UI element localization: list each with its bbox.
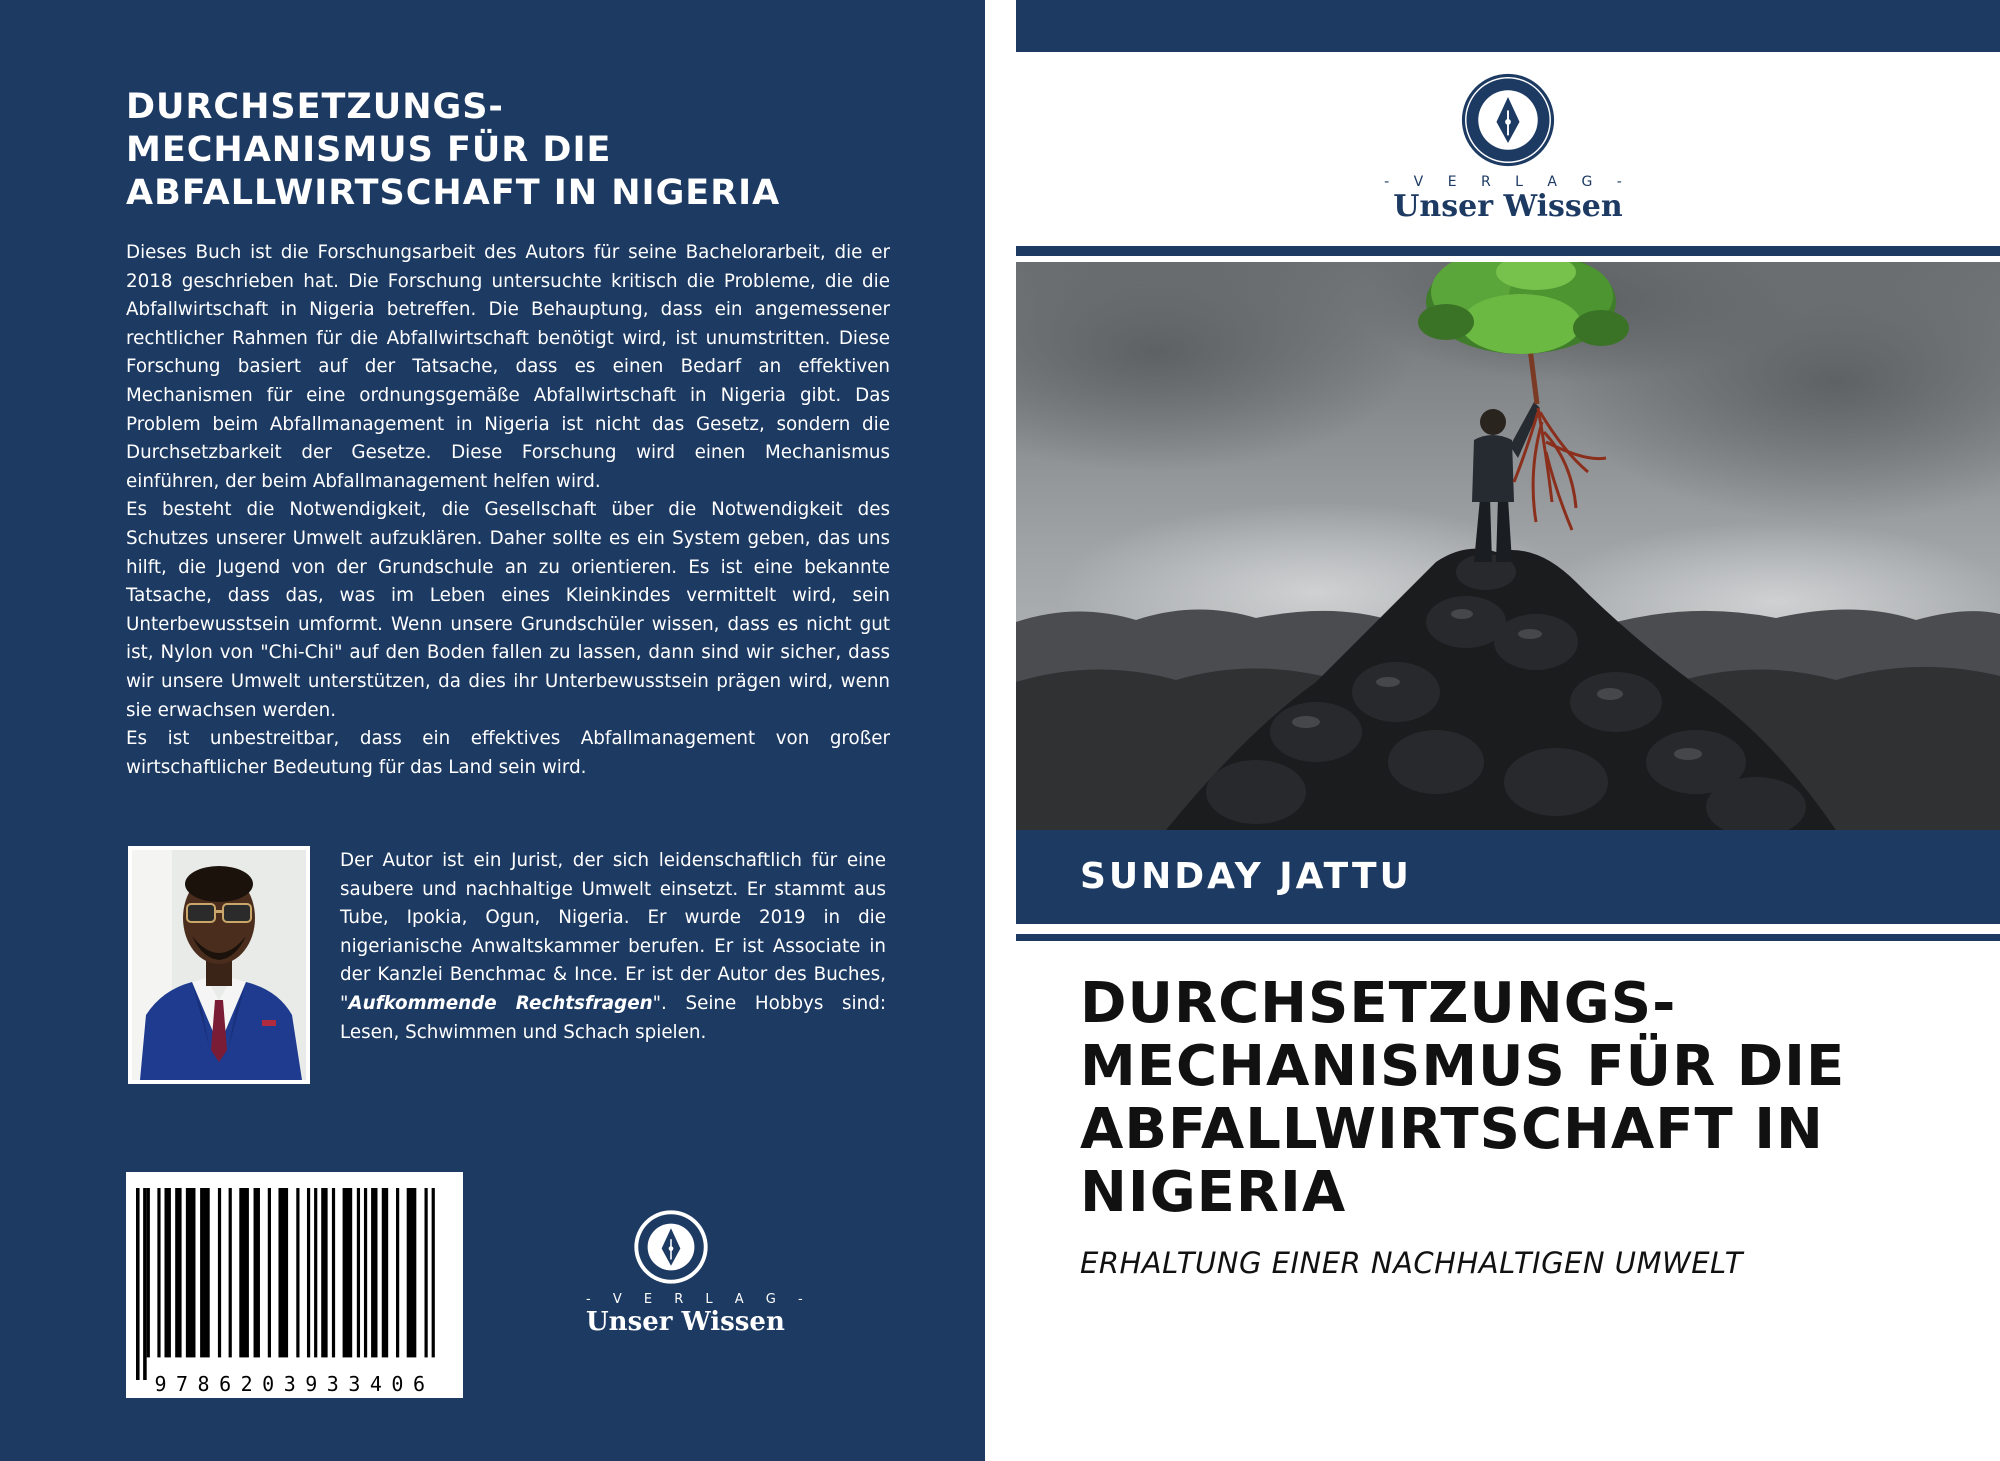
spine-gap	[985, 0, 1015, 1461]
description-paragraph: Dieses Buch ist die Forschungsarbeit des Autors für seine Bachelorarbeit, die er 2018 geschrieben hat. Die Forschung untersuchte kritisch die Probleme, die die Abfallwirtschaft in Nigeria betreffen. Die Behauptung, dass ein angemessener rechtlicher Rahmen für die Abfallwirtschaft benötigt wird, ist unumstritten. Diese Forschung basiert auf der Tatsache, dass es einen Bedarf an effektiven Mechanismen für eine ordnungsgemäße Abfallwirtschaft in Nigeria gibt. Das Problem beim Abfallmanagement in Nigeria ist nicht das Gesetz, sondern die Durchsetzbarkeit der Gesetze. Diese Forschung wird einen Mechanismus einführen, der beim Abfallmanagement helfen wird.	[126, 242, 890, 492]
barcode-bar	[296, 1188, 299, 1357]
barcode-guard-bar	[143, 1188, 147, 1380]
publisher-seal-icon	[632, 1208, 710, 1286]
description-paragraph: Es besteht die Notwendigkeit, die Gesellschaft über die Notwendigkeit des Schutzes unserer Umwelt aufzuklären. Daher sollte es ein System geben, das uns hilft, die Jugend von der Grundschule an zu orientieren. Es ist eine bekannte Tatsache, dass das, was im Leben eines Kleinkindes vermittelt wird, sein Unterbewusstsein umformt. Wenn unsere Grundschüler wissen, dass es nicht gut ist, Nylon von "Chi-Chi" auf den Boden fallen zu lassen, dann sind wir sicher, dass wir unsere Umwelt unterstützen, da dies ihr Unterbewusstsein prägen wird, wenn sie erwachsen werden.	[126, 499, 890, 721]
barcode-bar	[432, 1188, 435, 1357]
front-title-line: ABFALLWIRTSCHAFT IN	[1080, 1097, 1824, 1162]
barcode-bar	[321, 1188, 327, 1357]
barcode-bar	[396, 1188, 399, 1357]
barcode-bar	[407, 1188, 417, 1357]
publisher-seal-icon	[1460, 72, 1556, 168]
barcode-bar	[175, 1188, 181, 1357]
author-band	[1016, 830, 2000, 924]
book-description	[126, 239, 890, 782]
barcode-bar	[371, 1188, 377, 1357]
author-band-rule	[1016, 934, 2000, 941]
cover-illustration	[1016, 262, 2000, 830]
front-title-line: MECHANISMUS FÜR DIE	[1080, 1034, 1846, 1099]
author-bio-text: Der Autor ist ein Jurist, der sich leidenschaftlich für eine saubere und nachhaltige Umwelt einsetzt. Er stammt aus Tube, Ipokia, Ogun, Nigeria. Er wurde 2019 in die nigerianische Anwaltskammer berufen. Er ist Associate in der Kanzlei Benchmac & Ince. Er ist der Autor des Buches, "	[340, 850, 886, 1014]
barcode-bar	[218, 1188, 221, 1357]
isbn-digits: 9786203933406	[154, 1372, 435, 1396]
back-cover-title	[126, 86, 886, 215]
barcode-bar	[278, 1188, 288, 1357]
publisher-verlag-label: - V E R L A G -	[586, 1292, 812, 1307]
barcode-guard-bar	[136, 1188, 140, 1380]
back-title-line: ABFALLWIRTSCHAFT IN NIGERIA	[126, 173, 781, 213]
barcode-bar	[229, 1188, 232, 1357]
image-top-rule	[1016, 246, 2000, 256]
author-photo	[128, 846, 310, 1084]
barcode-bar	[343, 1188, 353, 1357]
barcode-bar	[382, 1188, 388, 1357]
description-paragraph: Es ist unbestreitbar, dass ein effektives Abfallmanagement von großer wirtschaftlicher Bedeutung für das Land sein wird.	[126, 728, 890, 778]
front-cover-title	[1080, 972, 1980, 1224]
front-cover	[1016, 0, 2000, 1461]
barcode-bar	[200, 1188, 210, 1357]
author-portrait-image	[132, 850, 306, 1080]
barcode-bar	[157, 1188, 160, 1357]
barcode-bar	[147, 1188, 150, 1357]
publisher-name: Unser Wissen	[1393, 189, 1623, 224]
front-cover-subtitle: ERHALTUNG EINER NACHHALTIGEN UMWELT	[1080, 1246, 1743, 1280]
author-bio	[340, 847, 886, 1047]
front-publisher-logo	[1366, 72, 1650, 224]
barcode-bar	[239, 1188, 249, 1357]
barcode-bar	[307, 1188, 310, 1357]
barcode-bar	[425, 1188, 428, 1357]
barcode-bar	[254, 1188, 260, 1357]
publisher-verlag-label: - V E R L A G -	[1384, 174, 1632, 190]
back-title-line: MECHANISMUS FÜR DIE	[126, 130, 612, 170]
barcode-bar	[332, 1188, 335, 1357]
barcode-bar	[186, 1188, 196, 1357]
front-title-line: NIGERIA	[1080, 1160, 1347, 1225]
publisher-name: Unser Wissen	[586, 1307, 785, 1337]
barcode-bar	[357, 1188, 360, 1357]
author-name: SUNDAY JATTU	[1080, 856, 1412, 897]
barcode-bar	[268, 1188, 271, 1357]
barcode-bar	[364, 1188, 367, 1357]
front-top-bar	[1016, 0, 2000, 52]
front-title-line: DURCHSETZUNGS-	[1080, 971, 1677, 1036]
barcode-bar	[314, 1188, 317, 1357]
back-publisher-logo	[586, 1208, 812, 1337]
barcode-bar	[164, 1188, 170, 1357]
man-on-garbage-pile-image	[1016, 262, 2000, 830]
back-title-line: DURCHSETZUNGS-	[126, 87, 504, 127]
isbn-barcode	[126, 1172, 463, 1398]
author-previous-book: Aufkommende Rechtsfragen	[348, 992, 653, 1014]
barcode-bars	[136, 1188, 453, 1380]
back-cover	[0, 0, 985, 1461]
author-bio-text: ". Seine Hobbys sind: Lesen, Schwimmen und Schach spielen.	[340, 992, 886, 1043]
